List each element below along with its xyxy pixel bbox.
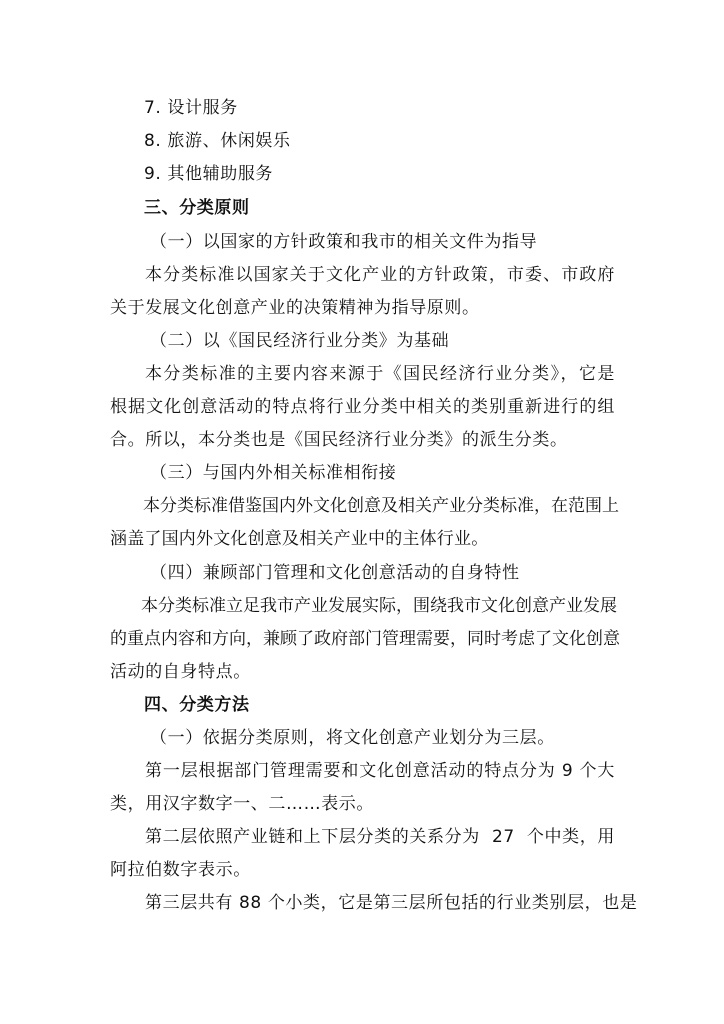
paragraph-line: 本分类标准立足我市产业发展实际，围绕我市文化创意产业发展 (141, 596, 617, 616)
paragraph-line: 活动的自身特点。 (110, 662, 251, 682)
paragraph-line: 类，用汉字数字一、二……表示。 (110, 794, 374, 814)
list-item: 8. 旅游、休闲娱乐 (144, 131, 291, 151)
paragraph-line: 第一层根据部门管理需要和文化创意活动的特点分为 9 个大 (145, 761, 615, 781)
paragraph-line: 本分类标准以国家关于文化产业的方针政策，市委、市政府 (145, 265, 615, 285)
paragraph-line: 涵盖了国内外文化创意及相关产业中的主体行业。 (110, 529, 489, 549)
paragraph-line: 的重点内容和方向，兼顾了政府部门管理需要，同时考虑了文化创意 (110, 629, 620, 649)
list-item: 7. 设计服务 (144, 98, 238, 118)
paragraph-line: 阿拉伯数字表示。 (110, 860, 251, 880)
subsection-heading: （一）依据分类原则，将文化创意产业划分为三层。 (150, 728, 555, 748)
list-item: 9. 其他辅助服务 (144, 164, 274, 184)
paragraph-line: 关于发展文化创意产业的决策精神为指导原则。 (110, 298, 480, 318)
paragraph-line: 第二层依照产业链和上下层分类的关系分为 27 个中类，用 (145, 827, 615, 847)
paragraph-line: 本分类标准借鉴国内外文化创意及相关产业分类标准，在范围上 (143, 496, 619, 516)
subsection-heading: （三）与国内外相关标准相衔接 (150, 463, 397, 483)
paragraph-line: 第三层共有 88 个小类，它是第三层所包括的行业类别层，也是 (145, 893, 638, 913)
section-heading: 四、分类方法 (144, 695, 250, 715)
subsection-heading: （一）以国家的方针政策和我市的相关文件为指导 (150, 232, 538, 252)
section-heading: 三、分类原则 (144, 198, 250, 218)
paragraph-line: 本分类标准的主要内容来源于《国民经济行业分类》，它是 (145, 364, 615, 384)
paragraph-line: 根据文化创意活动的特点将行业分类中相关的类别重新进行的组 (110, 397, 615, 417)
subsection-heading: （二）以《国民经济行业分类》为基础 (150, 331, 450, 351)
paragraph-line: 合。所以，本分类也是《国民经济行业分类》的派生分类。 (110, 430, 568, 450)
subsection-heading: （四）兼顾部门管理和文化创意活动的自身特性 (150, 563, 520, 583)
